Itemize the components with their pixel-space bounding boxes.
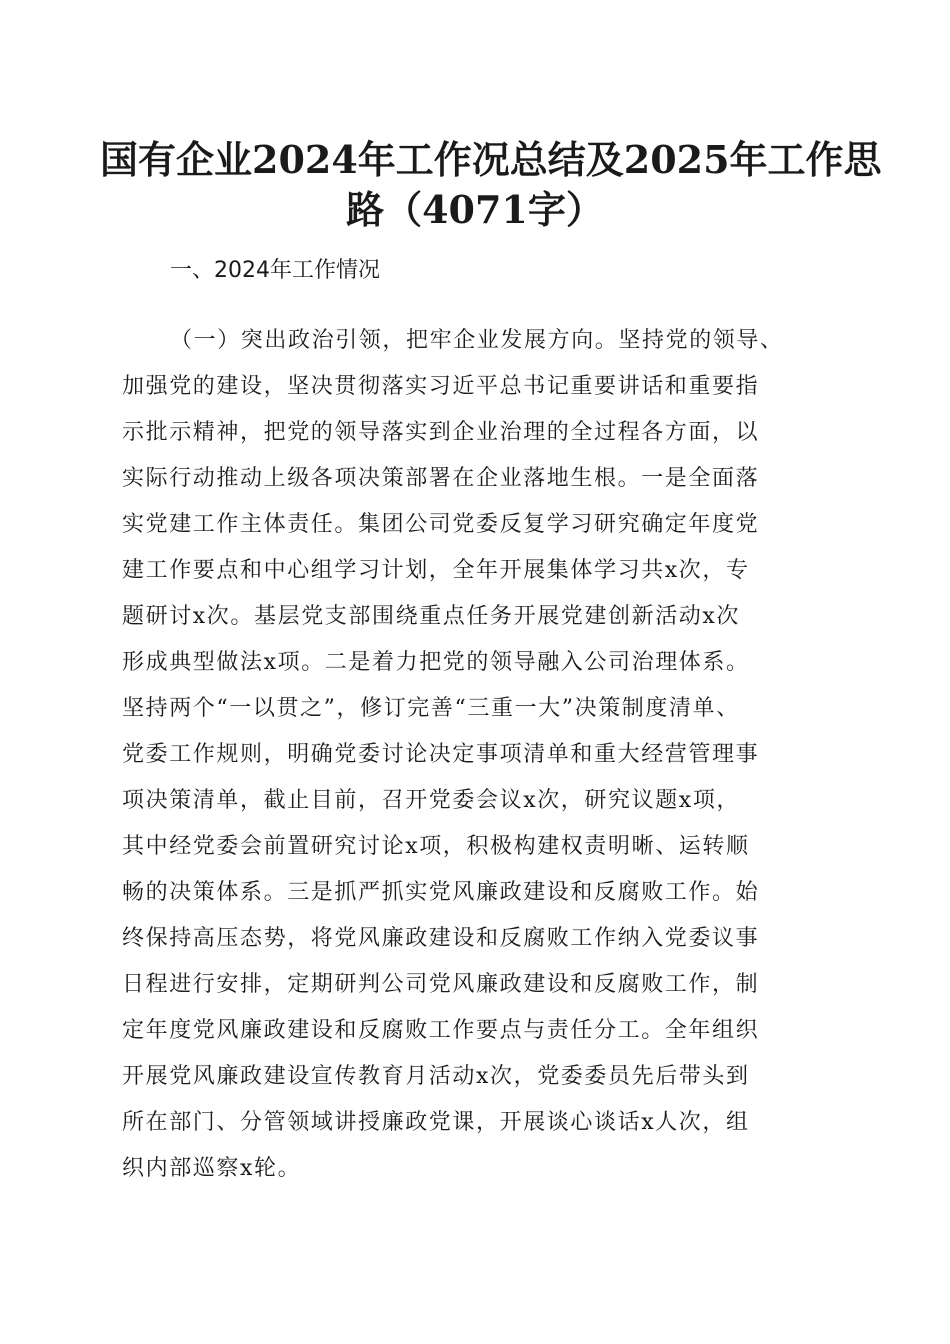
title-line-1: 国有企业2024年工作况总结及2025年工作思 <box>100 137 882 182</box>
paragraph-line: 加强党的建设，坚决贯彻落实习近平总书记重要讲话和重要指 <box>122 374 760 399</box>
title-line-2: 路（4071字） <box>346 187 604 232</box>
paragraph-line: 示批示精神，把党的领导落实到企业治理的全过程各方面，以 <box>122 420 760 445</box>
document-title <box>100 135 882 235</box>
paragraph-line: 题研讨x次。基层党支部围绕重点任务开展党建创新活动x次 <box>122 604 741 629</box>
paragraph-line: 定年度党风廉政建设和反腐败工作要点与责任分工。全年组织 <box>122 1018 760 1043</box>
paragraph-line: 日程进行安排，定期研判公司党风廉政建设和反腐败工作，制 <box>122 972 760 997</box>
body-paragraph <box>122 324 842 1198</box>
paragraph-line: 形成典型做法x项。二是着力把党的领导融入公司治理体系。 <box>122 650 750 675</box>
paragraph-line: 终保持高压态势，将党风廉政建设和反腐败工作纳入党委议事 <box>122 926 760 951</box>
paragraph-line: 实际行动推动上级各项决策部署在企业落地生根。一是全面落 <box>122 466 760 491</box>
paragraph-line: 建工作要点和中心组学习计划，全年开展集体学习共x次，专 <box>122 558 750 583</box>
paragraph-line: 开展党风廉政建设宣传教育月活动x次，党委委员先后带头到 <box>122 1064 750 1089</box>
paragraph-line: 项决策清单，截止目前，召开党委会议x次，研究议题x项， <box>122 788 741 813</box>
paragraph-line: （一）突出政治引领，把牢企业发展方向。坚持党的领导、 <box>170 328 784 353</box>
section-heading: 一、2024年工作情况 <box>170 258 380 283</box>
paragraph-line: 织内部巡察x轮。 <box>122 1156 302 1181</box>
paragraph-line: 坚持两个“一以贯之”，修订完善“三重一大”决策制度清单、 <box>122 696 740 721</box>
paragraph-line: 所在部门、分管领域讲授廉政党课，开展谈心谈话x人次，组 <box>122 1110 750 1135</box>
paragraph-line: 实党建工作主体责任。集团公司党委反复学习研究确定年度党 <box>122 512 760 537</box>
paragraph-line: 畅的决策体系。三是抓严抓实党风廉政建设和反腐败工作。始 <box>122 880 760 905</box>
paragraph-line: 党委工作规则，明确党委讨论决定事项清单和重大经营管理事 <box>122 742 760 767</box>
paragraph-line: 其中经党委会前置研究讨论x项，积极构建权责明晰、运转顺 <box>122 834 750 859</box>
